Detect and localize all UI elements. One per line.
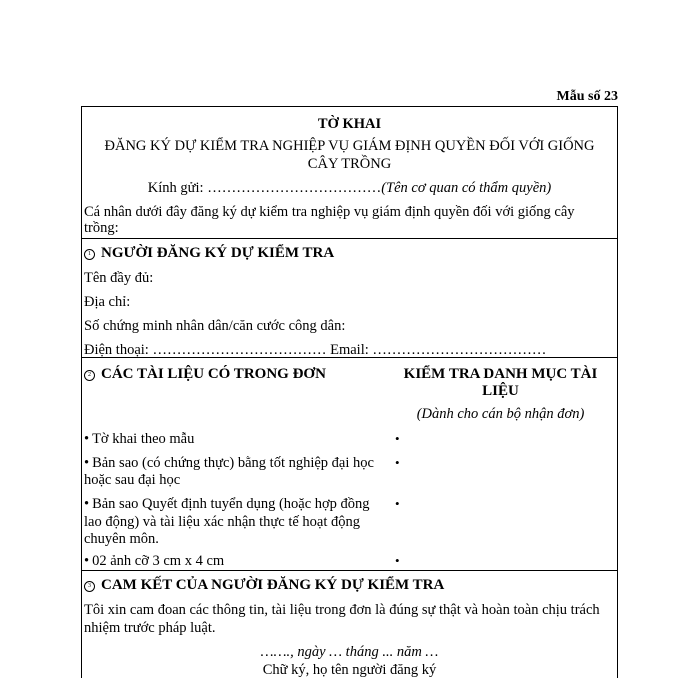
form-number: Mẫu số 23: [556, 89, 618, 104]
document-item-2: • Bản sao (có chứng thực) bằng tốt nghiệp đại học: [84, 455, 374, 472]
id-number-label: Số chứng minh nhân dân/căn cước công dân:: [84, 318, 346, 334]
divider: [82, 357, 617, 358]
check-bullet-4: •: [395, 553, 400, 568]
form-title: TỜ KHAI: [317, 116, 382, 132]
commitment-line2: nhiệm trước pháp luật.: [84, 620, 216, 636]
addressee-note: (Tên cơ quan có thẩm quyền): [381, 180, 552, 196]
section2-heading: 2 CÁC TÀI LIỆU CÓ TRONG ĐƠN: [84, 366, 326, 383]
section3-heading: 3 CAM KẾT CỦA NGƯỜI ĐĂNG KÝ DỰ KIỂM TRA: [84, 577, 444, 594]
document-item-2-cont: hoặc sau đại học: [84, 472, 181, 488]
signature-label: Chữ ký, họ tên người đăng ký: [262, 662, 437, 678]
check-note: (Dành cho cán bộ nhận đơn): [416, 406, 585, 422]
address-label: Địa chỉ:: [84, 294, 131, 310]
document-item-4: • 02 ảnh cỡ 3 cm x 4 cm: [84, 553, 224, 570]
phone-label: Điện thoại: ………………………………: [84, 342, 327, 358]
document-item-1: • Tờ khai theo mẫu: [84, 431, 194, 448]
section1-number-icon: 1: [84, 249, 95, 260]
document-item-3-cont1: lao động) và tài liệu xác nhận thực tế hoạt động: [84, 514, 361, 530]
form-frame: [81, 106, 618, 678]
email-label: Email: ………………………………: [330, 342, 547, 358]
section3-number-icon: 3: [84, 581, 95, 592]
document-item-3-cont2: chuyên môn.: [84, 531, 159, 547]
intro-line2: trồng:: [84, 220, 119, 236]
check-bullet-3: •: [395, 496, 400, 511]
addressee-line: [82, 180, 617, 197]
divider: [82, 570, 617, 571]
full-name-label: Tên đầy đủ:: [84, 270, 154, 286]
intro-line1: Cá nhân dưới đây đăng ký dự kiểm tra nghiệp vụ giám định quyền đối với giống cây: [84, 204, 575, 220]
commitment-line1: Tôi xin cam đoan các thông tin, tài liệu trong đơn là đúng sự thật và hoàn toàn chịu trách: [84, 602, 600, 618]
addressee-label: Kính gửi: ………………………………: [147, 180, 382, 196]
date-line: ……., ngày … tháng ... năm …: [260, 644, 439, 660]
check-bullet-2: •: [395, 455, 400, 470]
form-subtitle-line2: CÂY TRỒNG: [307, 156, 392, 172]
check-bullet-1: •: [395, 431, 400, 446]
form-subtitle-line1: ĐĂNG KÝ DỰ KIỂM TRA NGHIỆP VỤ GIÁM ĐỊNH QUYỀN ĐỐI VỚI GIỐNG: [104, 138, 595, 154]
document-item-3: • Bản sao Quyết định tuyển dụng (hoặc hợp đồng: [84, 496, 370, 513]
check-heading-line2: LIỆU: [482, 383, 519, 399]
check-heading-line1: KIỂM TRA DANH MỤC TÀI: [403, 366, 598, 382]
section2-number-icon: 2: [84, 370, 95, 381]
divider: [82, 238, 617, 239]
section1-heading: 1 NGƯỜI ĐĂNG KÝ DỰ KIỂM TRA: [84, 245, 334, 262]
